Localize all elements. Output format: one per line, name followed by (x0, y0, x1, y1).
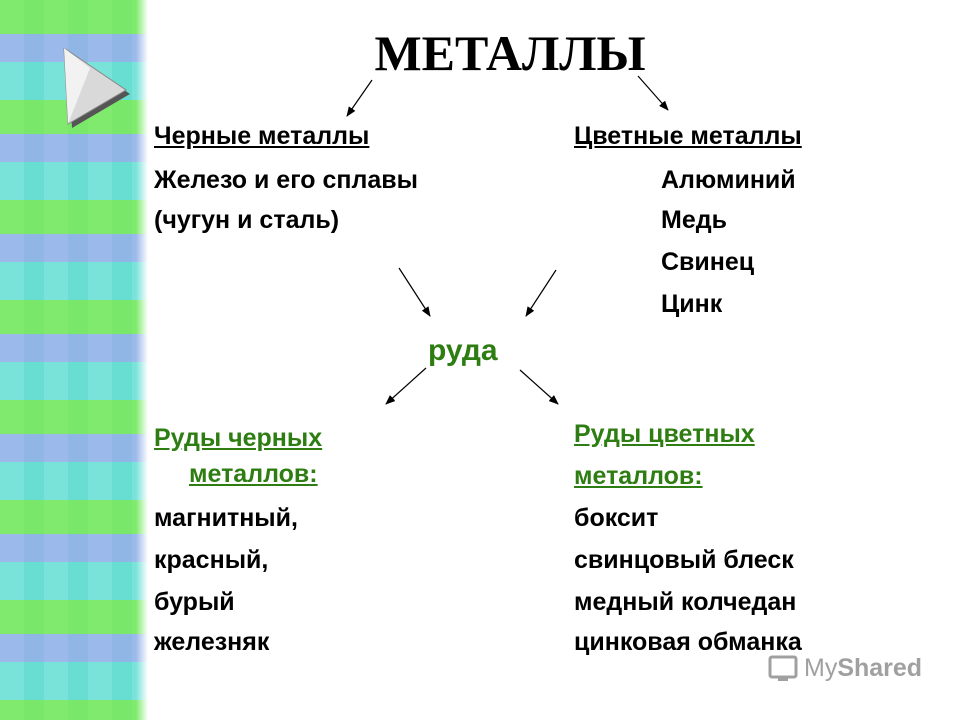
watermark-logo (768, 654, 922, 683)
nonferrous-ore-item: цинковая обманка (574, 628, 802, 656)
ore-label: руда (428, 334, 498, 367)
nonferrous-item: Свинец (661, 248, 755, 276)
ferrous-ore-item: красный, (154, 546, 269, 574)
arrow-nonferrous-to-ore (526, 270, 556, 316)
watermark-prefix: My (804, 654, 838, 682)
page-title: МЕТАЛЛЫ (374, 25, 646, 81)
arrow-ore-to-nonferrous-ores (520, 370, 558, 404)
ferrous-line: Железо и его сплавы (154, 166, 419, 194)
nonferrous-ores-heading: Руды цветных (574, 420, 755, 448)
ferrous-ore-item: железняк (154, 628, 270, 656)
nonferrous-ores-heading: металлов: (574, 462, 703, 490)
nonferrous-item: Медь (661, 206, 727, 234)
nonferrous-item: Цинк (661, 290, 723, 318)
arrow-title-to-nonferrous (638, 76, 668, 110)
ferrous-heading: Черные металлы (154, 122, 370, 150)
ferrous-ore-item: магнитный, (154, 504, 298, 532)
nonferrous-item: Алюминий (661, 166, 796, 194)
ferrous-line: (чугун и сталь) (154, 206, 340, 234)
arrow-title-to-ferrous (347, 80, 372, 116)
ferrous-ores-heading: металлов: (189, 460, 318, 488)
myshared-logo-icon (768, 655, 798, 683)
arrow-ferrous-to-ore (399, 268, 430, 316)
ferrous-ore-item: бурый (154, 588, 235, 616)
nonferrous-ore-item: боксит (574, 504, 659, 532)
arrow-ore-to-ferrous-ores (386, 368, 426, 404)
nonferrous-ore-item: медный колчедан (574, 588, 797, 616)
nonferrous-ore-item: свинцовый блеск (574, 546, 794, 574)
ferrous-ores-heading: Руды черных (154, 424, 323, 452)
watermark-name: Shared (837, 654, 923, 682)
nonferrous-heading: Цветные металлы (574, 122, 802, 150)
